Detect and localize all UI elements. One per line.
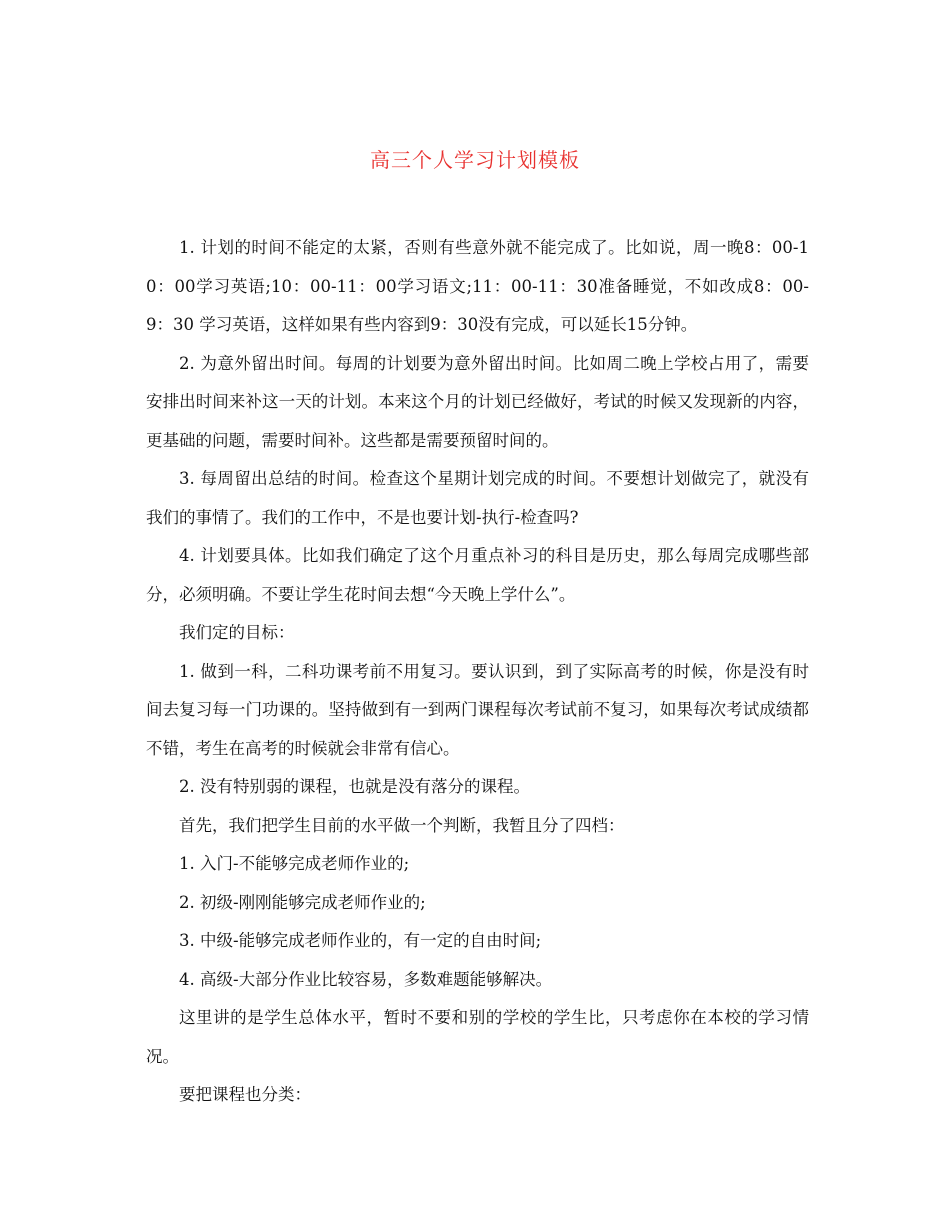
paragraph-goal-two: 2. 没有特别弱的课程，也就是没有落分的课程。 [179, 777, 530, 796]
paragraph-level-advanced: 4. 高级-大部分作业比较容易，多数难题能够解决。 [179, 969, 553, 989]
paragraph-goals-heading: 我们定的目标： [179, 623, 295, 642]
paragraph-reserve-time: 2. 为意外留出时间。每周的计划要为意外留出时间。比如周二晚上学校占用了，需要安排出时间来补这一天的计划。本来这个月的计划已经做好，考试的时候又发现新的内容，更基础的问题，需要时间补。这些都是需要预留时间的。 [146, 353, 809, 450]
paragraph-four-levels-intro: 首先，我们把学生目前的水平做一个判断，我暂且分了四档： [179, 815, 625, 835]
paragraph-level-beginner: 2. 初级-刚刚能够完成老师作业的; [179, 892, 426, 912]
paragraph-level-entry: 1. 入门-不能够完成老师作业的; [179, 854, 410, 873]
paragraph-level-intermediate: 3. 中级-能够完成老师作业的，有一定的自由时间; [179, 931, 542, 950]
paragraph-classify-courses: 要把课程也分类： [179, 1085, 311, 1104]
document-body [146, 229, 809, 1115]
paragraph-weekly-summary: 3. 每周留出总结的时间。检查这个星期计划完成的时间。不要想计划做完了，就没有我们的事情了。我们的工作中，不是也要计划-执行-检查吗? [146, 469, 809, 527]
paragraph-plan-not-too-tight: 1. 计划的时间不能定的太紧，否则有些意外就不能完成了。比如说，周一晚8：00-10：00学习英语;10：00-11：00学习语文;11：00-11：30准备睡觉，不如改成8：00-9：30 学习英语，这样如果有些内容到9：30没有完成，可以延长15分钟。 [146, 238, 809, 334]
paragraph-goal-one: 1. 做到一科，二科功课考前不用复习。要认识到，到了实际高考的时候，你是没有时间去复习每一门功课的。坚持做到有一到两门课程每次考试前不复习，如果每次考试成绩都不错，考生在高考的时候就会非常有信心。 [146, 661, 809, 758]
paragraph-overall-level: 这里讲的是学生总体水平，暂时不要和别的学校的学生比，只考虑你在本校的学习情况。 [146, 1008, 809, 1066]
paragraph-be-specific: 4. 计划要具体。比如我们确定了这个月重点补习的科目是历史，那么每周完成哪些部分，必须明确。不要让学生花时间去想“今天晚上学什么”。 [146, 546, 809, 604]
document-title: 高三个人学习计划模板 [370, 148, 580, 172]
